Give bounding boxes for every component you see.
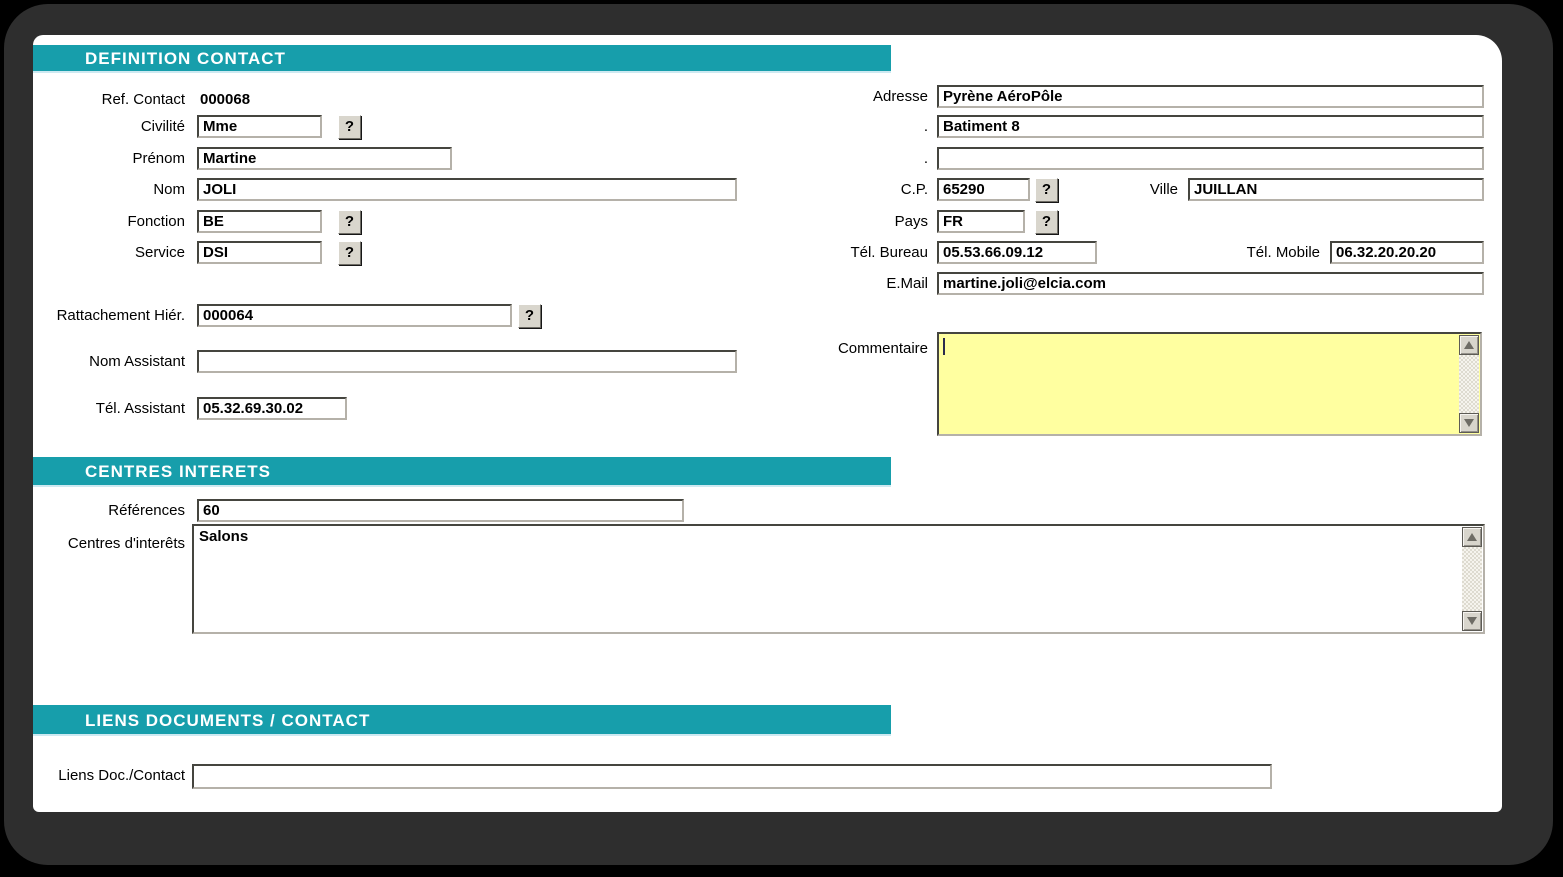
email-input[interactable]	[937, 272, 1484, 295]
adresse3-label: .	[923, 150, 928, 167]
fonction-input[interactable]	[197, 210, 322, 233]
adresse-input[interactable]	[937, 85, 1484, 108]
scroll-down-icon	[1467, 617, 1477, 625]
prenom-label: Prénom	[132, 150, 185, 167]
liens-doc-input[interactable]	[192, 764, 1272, 789]
tel-assistant-label: Tél. Assistant	[95, 400, 185, 417]
service-input[interactable]	[197, 241, 322, 264]
ville-label: Ville	[1149, 181, 1178, 198]
scroll-track[interactable]	[1459, 355, 1479, 413]
tel-bureau-label: Tél. Bureau	[850, 244, 928, 261]
service-label: Service	[134, 244, 185, 261]
fonction-help-button[interactable]: ?	[338, 210, 361, 234]
service-help-button[interactable]: ?	[338, 241, 361, 265]
scroll-up-icon	[1464, 341, 1474, 349]
rattachement-help-button[interactable]: ?	[518, 304, 541, 328]
tel-mobile-label: Tél. Mobile	[1246, 244, 1320, 261]
commentaire-textarea[interactable]	[937, 332, 1482, 436]
civilite-help-button[interactable]: ?	[338, 115, 361, 139]
scroll-track[interactable]	[1462, 547, 1482, 611]
ville-input[interactable]	[1188, 178, 1484, 201]
pays-label: Pays	[894, 213, 928, 230]
pays-input[interactable]	[937, 210, 1025, 233]
centres-interets-value: Salons	[199, 528, 249, 545]
nom-assistant-input[interactable]	[197, 350, 737, 373]
nom-label: Nom	[153, 181, 185, 198]
references-label: Références	[108, 502, 185, 519]
commentaire-scrollbar[interactable]	[1459, 335, 1479, 433]
commentaire-label: Commentaire	[837, 340, 928, 357]
email-label: E.Mail	[886, 275, 928, 292]
cp-input[interactable]	[937, 178, 1030, 201]
ref-contact-value: 000068	[200, 91, 251, 108]
adresse-label: Adresse	[872, 88, 928, 105]
rattachement-label: Rattachement Hiér.	[56, 307, 185, 324]
liens-doc-label: Liens Doc./Contact	[58, 767, 185, 784]
prenom-input[interactable]	[197, 147, 452, 170]
scroll-up-icon	[1467, 533, 1477, 541]
pays-help-button[interactable]: ?	[1035, 210, 1058, 234]
cp-label: C.P.	[900, 181, 928, 198]
references-input[interactable]	[197, 499, 684, 522]
section-header-centres-interets: CENTRES INTERETS	[33, 457, 891, 487]
ref-contact-label: Ref. Contact	[101, 91, 185, 108]
rattachement-input[interactable]	[197, 304, 512, 327]
section-header-definition-contact: DEFINITION CONTACT	[33, 45, 891, 73]
adresse2-label: .	[923, 118, 928, 135]
adresse2-input[interactable]	[937, 115, 1484, 138]
fonction-label: Fonction	[127, 213, 185, 230]
scroll-up-button[interactable]	[1462, 527, 1482, 547]
scroll-down-button[interactable]	[1459, 413, 1479, 433]
contact-form	[33, 35, 1502, 812]
centres-interets-label: Centres d'interêts	[67, 535, 185, 552]
civilite-input[interactable]	[197, 115, 322, 138]
nom-input[interactable]	[197, 178, 737, 201]
nom-assistant-label: Nom Assistant	[89, 353, 185, 370]
cp-help-button[interactable]: ?	[1035, 178, 1058, 202]
scroll-down-button[interactable]	[1462, 611, 1482, 631]
scroll-up-button[interactable]	[1459, 335, 1479, 355]
scroll-down-icon	[1464, 419, 1474, 427]
tel-bureau-input[interactable]	[937, 241, 1097, 264]
civilite-label: Civilité	[140, 118, 185, 135]
centres-interets-textarea[interactable]	[192, 524, 1485, 634]
tel-mobile-input[interactable]	[1330, 241, 1484, 264]
tel-assistant-input[interactable]	[197, 397, 347, 420]
text-caret	[943, 338, 945, 355]
centres-interets-scrollbar[interactable]	[1462, 527, 1482, 631]
section-header-liens-documents: LIENS DOCUMENTS / CONTACT	[33, 705, 891, 736]
adresse3-input[interactable]	[937, 147, 1484, 170]
